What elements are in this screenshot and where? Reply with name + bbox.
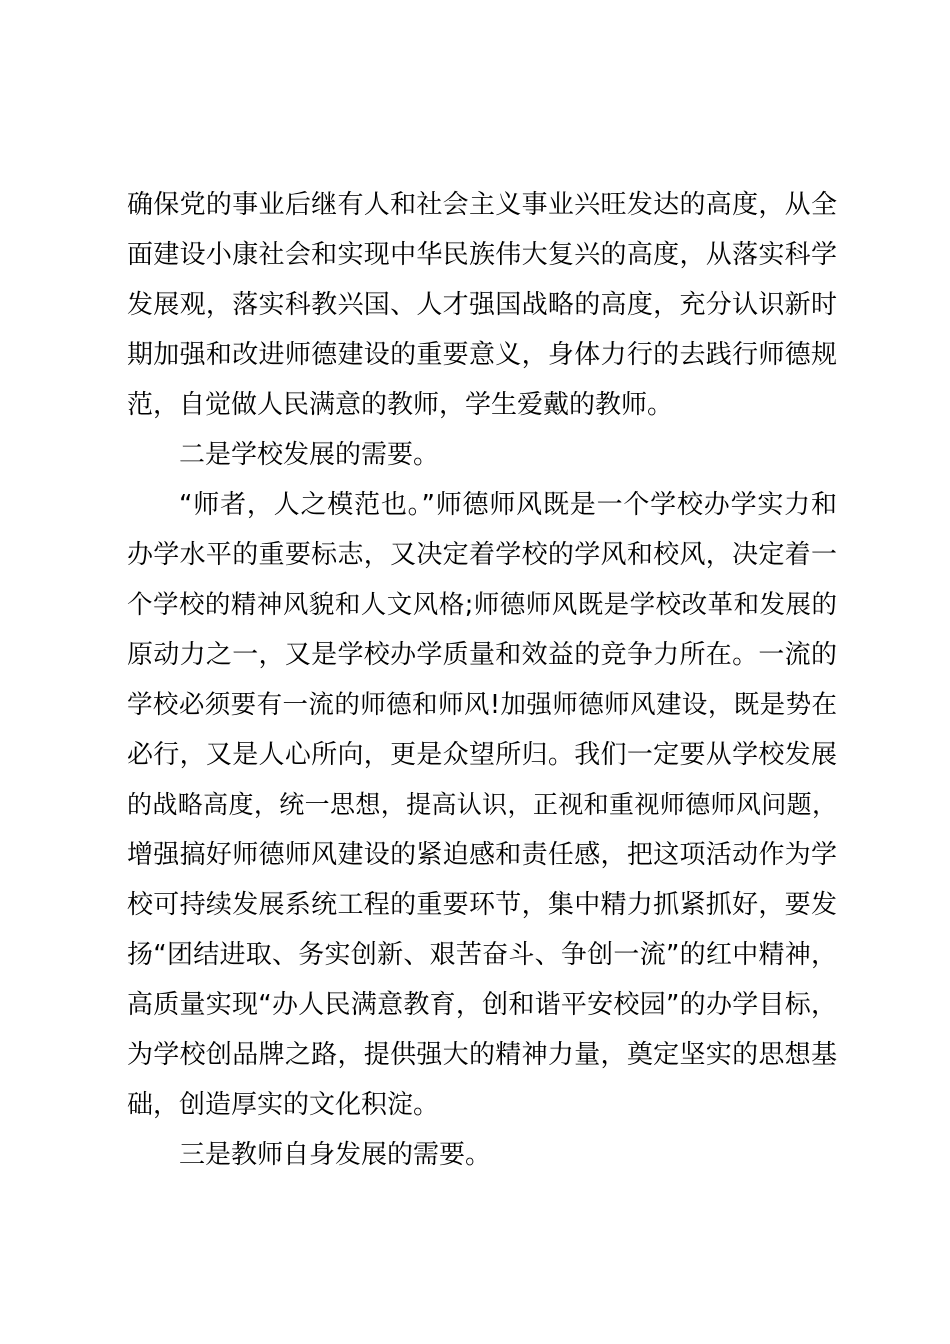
text-line: 高质量实现“办人民满意教育，创和谐平安校园”的办学目标，: [127, 990, 837, 1020]
text-line: 发展观，落实科教兴国、人才强国战略的高度，充分认识新时: [127, 290, 837, 320]
text-line: 校可持续发展系统工程的重要环节，集中精力抓紧抓好，要发: [127, 890, 837, 920]
text-line: 增强搞好师德师风建设的紧迫感和责任感，把这项活动作为学: [127, 840, 837, 870]
text-line: 面建设小康社会和实现中华民族伟大复兴的高度，从落实科学: [127, 240, 837, 270]
text-line: 扬“团结进取、务实创新、艰苦奋斗、争创一流”的红中精神，: [127, 940, 837, 970]
text-line: 二是学校发展的需要。: [179, 440, 440, 470]
document-body: [127, 180, 837, 1180]
text-line: 学校必须要有一流的师德和师风!加强师德师风建设，既是势在: [127, 690, 837, 720]
text-line: 个学校的精神风貌和人文风格;师德师风既是学校改革和发展的: [127, 590, 837, 620]
text-line: “师者，人之模范也。”师德师风既是一个学校办学实力和: [179, 490, 837, 520]
text-line: 三是教师自身发展的需要。: [179, 1140, 492, 1170]
text-line: 必行，又是人心所向，更是众望所归。我们一定要从学校发展: [127, 740, 837, 770]
text-line: 确保党的事业后继有人和社会主义事业兴旺发达的高度，从全: [127, 190, 837, 220]
text-line: 础，创造厚实的文化积淀。: [127, 1090, 440, 1120]
text-line: 办学水平的重要标志，又决定着学校的学风和校风，决定着一: [127, 540, 837, 570]
text-line: 期加强和改进师德建设的重要意义，身体力行的去践行师德规: [127, 340, 837, 370]
text-line: 的战略高度，统一思想，提高认识，正视和重视师德师风问题，: [127, 790, 837, 819]
text-line: 原动力之一，又是学校办学质量和效益的竞争力所在。一流的: [127, 640, 837, 670]
text-line: 范，自觉做人民满意的教师，学生爱戴的教师。: [127, 390, 674, 420]
text-line: 为学校创品牌之路，提供强大的精神力量，奠定坚实的思想基: [127, 1040, 837, 1070]
